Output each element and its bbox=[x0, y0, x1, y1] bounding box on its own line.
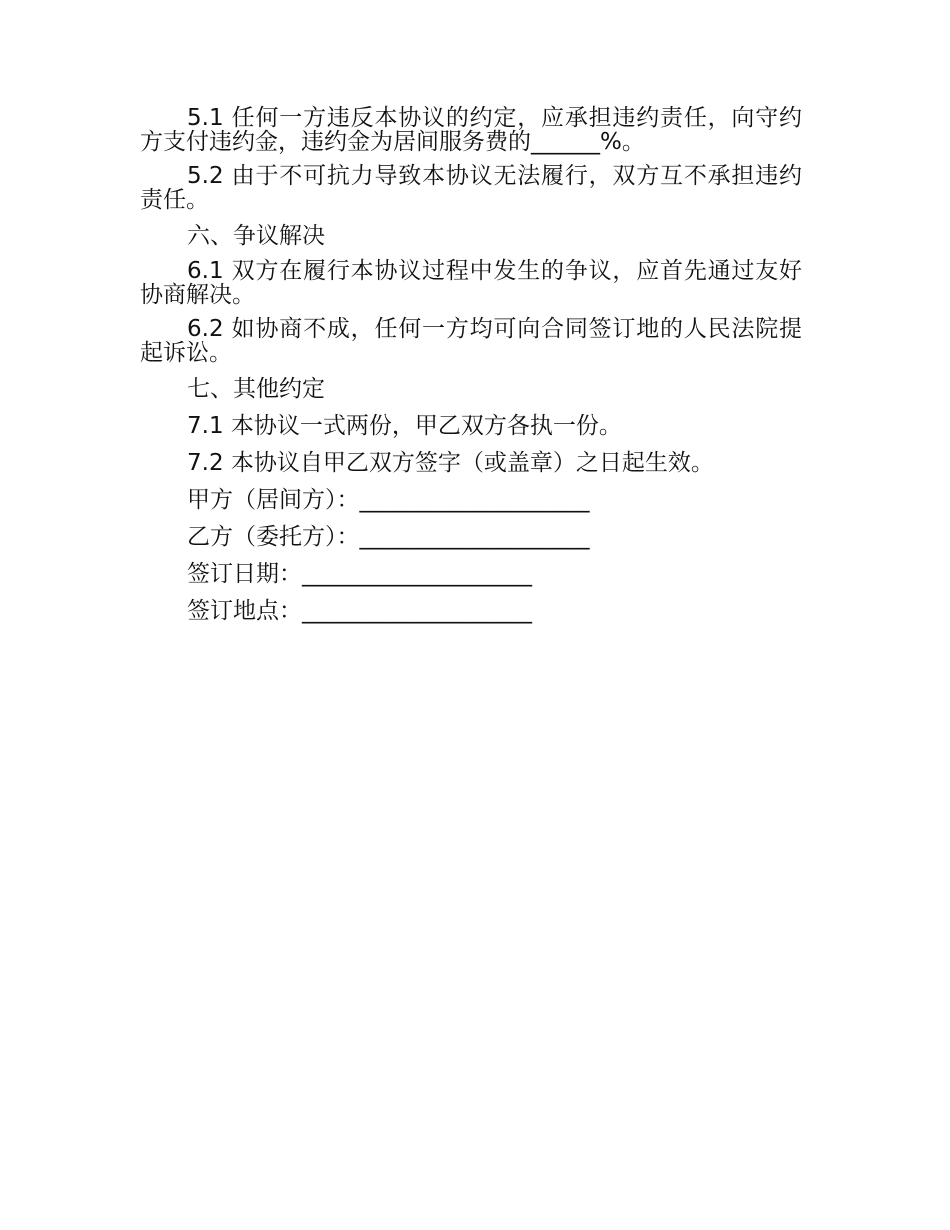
clause-6-2: 6.2 如协商不成，任何一方均可向合同签订地的人民法院提起诉讼。 bbox=[140, 316, 802, 366]
clause-7-2: 7.2 本协议自甲乙双方签字（或盖章）之日起生效。 bbox=[187, 450, 714, 476]
clause-6-1: 6.1 双方在履行本协议过程中发生的争议，应首先通过友好协商解决。 bbox=[140, 258, 802, 308]
party-b-signature-line: 乙方（委托方）：____________________ bbox=[187, 524, 590, 550]
clause-5-2: 5.2 由于不可抗力导致本协议无法履行，双方互不承担违约责任。 bbox=[140, 163, 802, 213]
signing-date-line: 签订日期：____________________ bbox=[187, 561, 532, 587]
party-a-signature-line: 甲方（居间方）：____________________ bbox=[187, 487, 590, 513]
signing-place-line: 签订地点：____________________ bbox=[187, 598, 532, 624]
document-body bbox=[140, 106, 802, 634]
clause-5-1: 5.1 任何一方违反本协议的约定，应承担违约责任，向守约方支付违约金，违约金为居间服务费的______%。 bbox=[140, 105, 802, 155]
clause-7-1: 7.1 本协议一式两份，甲乙双方各执一份。 bbox=[187, 413, 622, 439]
section-6-heading: 六、争议解决 bbox=[187, 223, 325, 249]
section-7-heading: 七、其他约定 bbox=[187, 376, 325, 402]
